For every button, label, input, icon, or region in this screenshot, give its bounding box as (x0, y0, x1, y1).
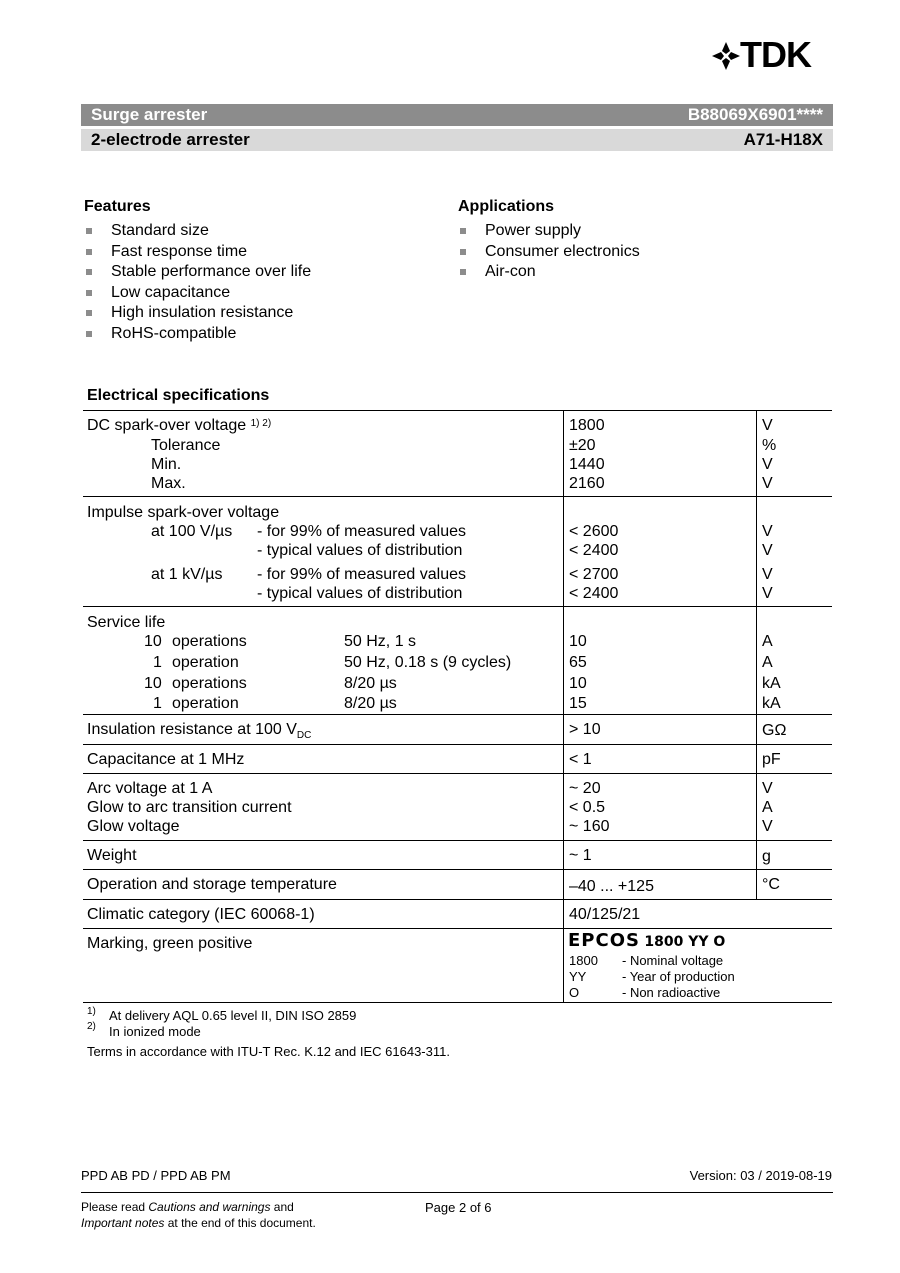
list-item: Low capacitance (84, 283, 424, 304)
marking-key: 1800 (569, 953, 598, 968)
climatic-value: 40/125/21 (569, 906, 641, 923)
bullet-icon (86, 249, 92, 255)
tdk-logo-icon (711, 41, 741, 71)
arc-unit: V (762, 780, 773, 797)
service-unit: kA (762, 675, 781, 692)
tolerance-label: Tolerance (151, 437, 221, 454)
service-cond: 8/20 µs (344, 695, 397, 712)
footnote-1: At delivery AQL 0.65 level II, DIN ISO 2859 (109, 1008, 357, 1023)
bullet-icon (460, 249, 466, 255)
service-value: 10 (569, 633, 587, 650)
brand-logo: TDK (740, 34, 811, 75)
arc-value: ~ 20 (569, 780, 601, 797)
part-number: B88069X6901**** (687, 105, 823, 124)
bullet-icon (86, 269, 92, 275)
impulse-at-100: at 100 V/µs (151, 523, 233, 540)
impulse-desc: - for 99% of measured values (257, 566, 466, 583)
product-bar (81, 104, 833, 126)
service-unit: A (762, 654, 773, 671)
service-count: 10 (144, 633, 162, 650)
service-count: 1 (153, 695, 162, 712)
weight-unit: g (762, 848, 771, 865)
impulse-unit: V (762, 585, 773, 602)
impulse-unit: V (762, 566, 773, 583)
list-item: Power supply (458, 221, 798, 242)
dc-min-value: 1440 (569, 456, 605, 473)
marking-desc: - Nominal voltage (622, 953, 724, 968)
features-list (84, 221, 424, 345)
dc-nominal-value: 1800 (569, 417, 605, 434)
service-cond: 50 Hz, 0.18 s (9 cycles) (344, 654, 512, 671)
impulse-at-1k: at 1 kV/µs (151, 566, 223, 583)
applications-list (458, 221, 798, 283)
footnote-2: In ionized mode (109, 1024, 201, 1039)
arc-unit: V (762, 818, 773, 835)
dc-unit: V (762, 456, 773, 473)
page-number: Page 2 of 6 (425, 1200, 492, 1215)
dc-spark-label: DC spark-over voltage $^{1) 2)}$ (87, 417, 272, 434)
dc-unit: V (762, 417, 773, 434)
marking-label: Marking, green positive (87, 935, 253, 952)
footer-caution: Please read Cautions and warnings and Important notes at the end of this document. (81, 1200, 316, 1230)
weight-label: Weight (87, 847, 137, 864)
spec-title: Electrical specifications (87, 387, 270, 404)
service-cond: 50 Hz, 1 s (344, 633, 417, 650)
service-life-label: Service life (87, 614, 166, 631)
arc-value: ~ 160 (569, 818, 610, 835)
impulse-desc: - typical values of distribution (257, 542, 463, 559)
service-value: 10 (569, 675, 587, 692)
list-item: Fast response time (84, 242, 424, 263)
impulse-value: < 2400 (569, 585, 619, 602)
capacitance-value: < 1 (569, 751, 592, 768)
temperature-label: Operation and storage temperature (87, 876, 337, 893)
bullet-icon (460, 228, 466, 234)
marking-desc: - Non radioactive (622, 985, 721, 1000)
bullet-icon (86, 290, 92, 296)
impulse-unit: V (762, 523, 773, 540)
terms-note: Terms in accordance with ITU-T Rec. K.12 and IEC 61643-311. (87, 1044, 450, 1059)
list-item: Standard size (84, 221, 424, 242)
dc-tolerance-value: ±20 (569, 437, 596, 454)
features-title: Features (84, 198, 151, 215)
list-item: Air-con (458, 262, 798, 283)
capacitance-label: Capacitance at 1 MHz (87, 751, 245, 768)
weight-value: ~ 1 (569, 847, 592, 864)
impulse-desc: - typical values of distribution (257, 585, 463, 602)
marking-code: EPCOS 1800 YY O (568, 930, 726, 951)
service-unit: kA (762, 695, 781, 712)
insulation-value: > 10 (569, 721, 601, 738)
list-item: High insulation resistance (84, 303, 424, 324)
list-item: Stable performance over life (84, 262, 424, 283)
max-label: Max. (151, 475, 186, 492)
arc-label: Arc voltage at 1 A (87, 780, 213, 797)
arc-unit: A (762, 799, 773, 816)
service-cond: 8/20 µs (344, 675, 397, 692)
arc-label: Glow to arc transition current (87, 799, 292, 816)
marking-desc: - Year of production (622, 969, 735, 984)
list-item: Consumer electronics (458, 242, 798, 263)
service-op: operations (172, 633, 247, 650)
service-value: 65 (569, 654, 587, 671)
capacitance-unit: pF (762, 751, 781, 768)
arc-value: < 0.5 (569, 799, 606, 816)
service-value: 15 (569, 695, 587, 712)
insulation-label: Insulation resistance at 100 $V_{DC}$ (87, 721, 312, 741)
footer-dept: PPD AB PD / PPD AB PM (81, 1168, 231, 1183)
min-label: Min. (151, 456, 182, 473)
climatic-label: Climatic category (IEC 60068-1) (87, 906, 315, 923)
service-op: operation (172, 654, 239, 671)
bullet-icon (86, 310, 92, 316)
dc-unit: V (762, 475, 773, 492)
arc-label: Glow voltage (87, 818, 180, 835)
bullet-icon (460, 269, 466, 275)
applications-title: Applications (458, 198, 555, 215)
service-count: 10 (144, 675, 162, 692)
impulse-value: < 2700 (569, 566, 619, 583)
bullet-icon (86, 228, 92, 234)
impulse-desc: - for 99% of measured values (257, 523, 466, 540)
product-code: A71-H18X (743, 130, 823, 149)
temperature-unit: °C (762, 876, 780, 893)
list-item: RoHS-compatible (84, 324, 424, 345)
dc-unit: % (762, 437, 777, 454)
impulse-label: Impulse spark-over voltage (87, 504, 280, 521)
impulse-value: < 2600 (569, 523, 619, 540)
product-type: 2-electrode arrester (91, 130, 250, 149)
footnote-marker: 1) (87, 1006, 96, 1017)
insulation-unit: GΩ (762, 722, 787, 739)
service-op: operation (172, 695, 239, 712)
service-unit: A (762, 633, 773, 650)
product-name: Surge arrester (91, 105, 208, 124)
type-bar (81, 129, 833, 151)
bullet-icon (86, 331, 92, 337)
service-op: operations (172, 675, 247, 692)
footnote-marker: 2) (87, 1021, 96, 1032)
footer-version: Version: 03 / 2019-08-19 (689, 1168, 832, 1183)
marking-key: O (569, 985, 580, 1000)
marking-key: YY (569, 969, 587, 984)
impulse-unit: V (762, 542, 773, 559)
temperature-value: –40 ... +125 (569, 878, 654, 895)
dc-max-value: 2160 (569, 475, 605, 492)
impulse-value: < 2400 (569, 542, 619, 559)
service-count: 1 (153, 654, 162, 671)
